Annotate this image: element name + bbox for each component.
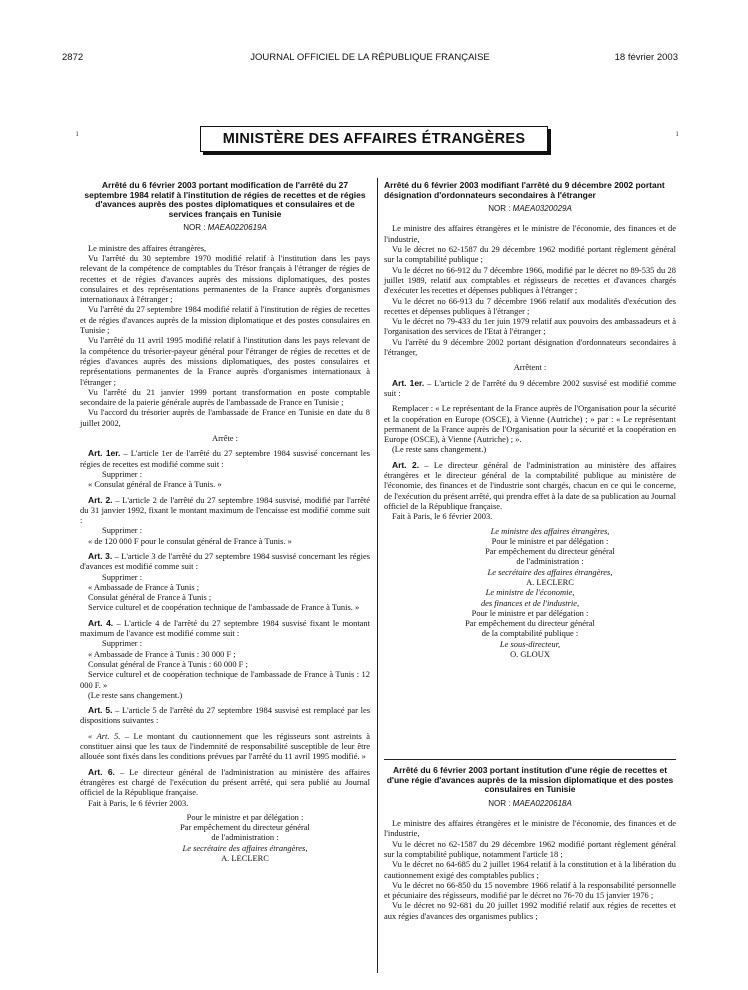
decree-title: Arrêté du 6 février 2003 modifiant l'arrêté du 9 décembre 2002 portant désignation d'ordonnateurs secondaires à l'étranger	[384, 180, 665, 200]
signature-line: Le secrétaire des affaires étrangères,	[182, 842, 308, 853]
margin-mark: ı	[76, 128, 79, 138]
quote: « Consulat général de France à Tunis. »	[88, 479, 222, 490]
signatory: O. GLOUX	[510, 649, 550, 660]
visa: Vu l'arrêté du 30 septembre 1970 modifié relatif à l'institution dans les pays relevant de la compétence de comptables du Trésor français à l'étranger de régies de recettes et de régies d'avances auprès des missions diplomatiques, des postes consulaires et des représentations permanentes de la France auprès d'organismes internationaux à l'étranger ;	[80, 252, 370, 305]
visa: Vu le décret no 66-913 du 7 décembre 1966 relatif aux modalités d'exécution des recettes et dépenses publiques à l'étranger ;	[384, 295, 676, 316]
signature-line: Par empêchement du directeur général	[180, 822, 310, 833]
quote: Service culturel et de coopération technique de l'ambassade de France à Tunis : 12 000 F. »	[80, 669, 370, 690]
article: Art. 4. – L'article 4 de l'arrêté du 27 septembre 1984 susvisé fixant le montant maximum de l'avance est modifié comme suit :	[80, 617, 370, 639]
signature-line: Pour le ministre et par délégation :	[186, 811, 304, 822]
decree-title: Arrêté du 6 février 2003 portant modification de l'arrêté du 27 septembre 1984 relatif à l'institution de régies de recettes et de régies d'avances auprès des postes diplomatiques et consulaires et de services français en Tunisie	[84, 180, 366, 219]
right-column	[384, 181, 676, 659]
signature-line: Par empêchement du directeur général	[465, 618, 595, 629]
signature-line: de l'administration :	[516, 556, 584, 567]
issue-date: 18 février 2003	[614, 52, 678, 63]
intro: Le ministre des affaires étrangères et le ministre de l'économie, des finances et de l'industrie,	[384, 223, 676, 244]
arretent-heading: Arrêtent :	[513, 362, 547, 373]
replacement: Remplacer : « Le représentant de la France auprès de l'Organisation pour la sécurité et la coopération en Europe (OSCE), à Vienne (Autriche) ; » par : « Le représentant permanent de la France auprès de l'Organisation pour la sécurité et la coopération en Europe (OSCE), à Vienne (Autriche) ; ».	[384, 403, 676, 445]
nor-reference: NOR : MAEA0220619A	[183, 223, 267, 233]
signature-line: de la comptabilité publique :	[481, 628, 579, 639]
nor-reference: NOR : MAEA0320029A	[488, 204, 572, 214]
column-divider	[377, 178, 378, 973]
signature-line: des finances et de l'industrie,	[480, 597, 580, 608]
arrete-heading: Arrête :	[211, 433, 238, 444]
page-number: 2872	[62, 52, 84, 63]
visa: Vu l'arrêté du 9 décembre 2002 portant désignation d'ordonnateurs secondaires à l'étranger,	[384, 336, 676, 358]
signature-line: Pour le ministre et par délégation :	[491, 535, 609, 546]
article: Art. 2. – L'article 2 de l'arrêté du 27 septembre 1984 susvisé, modifié par l'arrêté du 31 janvier 1992, fixant le montant maximum de l'encaisse est modifié comme suit :	[80, 494, 370, 526]
done-at: Fait à Paris, le 6 février 2003.	[88, 797, 189, 808]
supprimer: Supprimer :	[102, 525, 143, 536]
article: Art. 2. – Le directeur général de l'administration au ministère des affaires étrangères et le directeur général de la comptabilité publique au ministère de l'économie, des finances et de l'industrie sont chargés, chacun en ce qui le concerne, de l'exécution du présent arrêté, qui prendra effet à la date de sa publication au Journal officiel de la République française.	[384, 459, 677, 511]
margin-mark: ı	[676, 128, 679, 138]
signature-line: Le ministre des affaires étrangères,	[490, 525, 610, 536]
intro: Le ministre des affaires étrangères,	[88, 242, 207, 253]
visa: Vu le décret no 92-681 du 20 juillet 1992 modifié relatif aux régies de recettes et aux régies d'avances des organismes publics ;	[384, 900, 676, 921]
signature-line: Par empêchement du directeur général	[485, 546, 615, 557]
signatory: A. LECLERC	[526, 576, 574, 587]
signature-line: Le ministre de l'économie,	[485, 587, 575, 598]
right-column-second-decree	[384, 766, 676, 921]
quote: « Ambassade de France à Tunis : 30 000 F ;	[88, 648, 236, 659]
quote: « Ambassade de France à Tunis ;	[88, 581, 200, 592]
note: (Le reste sans changement.)	[392, 444, 487, 455]
ministry-title: MINISTÈRE DES AFFAIRES ÉTRANGÈRES	[200, 126, 548, 152]
article: Art. 3. – L'article 3 de l'arrêté du 27 septembre 1984 susvisé concernant les régies d'avances est modifié comme suit :	[80, 550, 371, 572]
quote: « de 120 000 F pour le consulat général de France à Tunis. »	[88, 535, 292, 546]
visa: Vu l'accord du trésorier auprès de l'ambassade de France en Tunisie en date du 8 juillet 2002,	[80, 407, 370, 428]
signature-line: Le sous-directeur,	[499, 638, 561, 649]
visa: Vu l'arrêté du 21 janvier 1999 portant transformation en poste comptable secondaire de la paierie générale auprès de l'ambassade de France en Tunisie ;	[80, 386, 370, 408]
intro: Le ministre des affaires étrangères et le ministre de l'économie, des finances et de l'industrie,	[384, 818, 676, 839]
supprimer: Supprimer :	[102, 571, 143, 582]
note: (Le reste sans changement.)	[88, 689, 183, 700]
quote: Consulat général de France à Tunis ;	[88, 592, 212, 603]
visa: Vu le décret no 62-1587 du 29 décembre 1962 modifié portant règlement général sur la comptabilité publique ;	[384, 244, 676, 265]
nor-reference: NOR : MAEA0220618A	[488, 798, 572, 808]
signatory: A. LECLERC	[221, 853, 269, 863]
visa: Vu le décret no 79-433 du 1er juin 1979 relatif aux pouvoirs des ambassadeurs et à l'organisation des services de l'Etat à l'étranger ;	[384, 316, 676, 337]
section-separator	[384, 759, 676, 760]
done-at: Fait à Paris, le 6 février 2003.	[392, 511, 493, 522]
quote: Consulat général de France à Tunis : 60 000 F ;	[88, 658, 248, 669]
supprimer: Supprimer :	[102, 468, 143, 479]
article: Art. 6. – Le directeur général de l'administration au ministère des affaires étrangères est chargé de l'exécution du présent arrêté, qui sera publié au Journal officiel de la République française.	[80, 766, 370, 798]
visa: Vu l'arrêté du 11 avril 1995 modifié relatif à l'institution dans les pays relevant de la compétence du trésorier-payeur général pour l'étranger de régies de recettes et de régies d'avances auprès des missions diplomatiques, des postes consulaires et représentations permanentes de la France auprès d'organismes internationaux à l'étranger ;	[80, 335, 370, 387]
supprimer: Supprimer :	[102, 638, 143, 649]
visa: Vu l'arrêté du 27 septembre 1984 modifié relatif à l'institution de régies de recettes et de régies d'avances auprès de la mission diplomatique et des postes consulaires en Tunisie ;	[80, 304, 370, 336]
journal-title: JOURNAL OFFICIEL DE LA RÉPUBLIQUE FRANÇAISE	[250, 52, 490, 63]
article: Art. 5. – L'article 5 de l'arrêté du 27 septembre 1984 susvisé est remplacé par les dispositions suivantes :	[80, 705, 371, 726]
decree-title: Arrêté du 6 février 2003 portant institution d'une régie de recettes et d'une régie d'avances auprès de la mission diplomatique et des postes consulaires en Tunisie	[386, 765, 674, 795]
visa: Vu le décret no 62-1587 du 29 décembre 1962 modifié portant règlement général sur la comptabilité publique, notamment l'article 18 ;	[384, 838, 676, 859]
signature-line: Pour le ministre et par délégation :	[471, 607, 589, 618]
article: Art. 1er. – L'article 1er de l'arrêté du 27 septembre 1984 susvisé concernant les régies de recettes est modifié comme suit :	[80, 448, 371, 469]
quote: « Art. 5. – Le montant du cautionnement que les régisseurs sont astreints à constituer ainsi que les taux de l'indemnité de responsabilité susceptible de leur être allouée sont fixés dans les conditions prévues par l'arrêté du 11 avril 1995 modifié. »	[80, 730, 370, 762]
article: Art. 1er. – L'article 2 de l'arrêté du 9 décembre 2002 susvisé est modifié comme suit :	[384, 377, 677, 398]
visa: Vu le décret no 64-685 du 2 juillet 1964 relatif à la constitution et à la libération du cautionnement exigé des comptables publics ;	[384, 859, 676, 880]
signature-line: Le secrétaire des affaires étrangères,	[487, 566, 613, 577]
visa: Vu le décret no 66-850 du 15 novembre 1966 relatif à la responsabilité personnelle et pécuniaire des régisseurs, modifié par le décret no 76-70 du 15 janvier 1976 ;	[384, 879, 676, 901]
quote: Service culturel et de coopération technique de l'ambassade de France à Tunis. »	[88, 602, 360, 613]
visa: Vu le décret no 66-912 du 7 décembre 1966, modifié par le décret no 89-535 du 28 juillet 1989, relatif aux comptables et régisseurs de recettes et d'avances chargés d'exécuter les recettes et dépenses publiques à l'étranger ;	[384, 264, 676, 296]
left-column	[80, 181, 370, 863]
signature-line: de l'administration :	[211, 832, 279, 843]
running-header	[62, 52, 678, 66]
